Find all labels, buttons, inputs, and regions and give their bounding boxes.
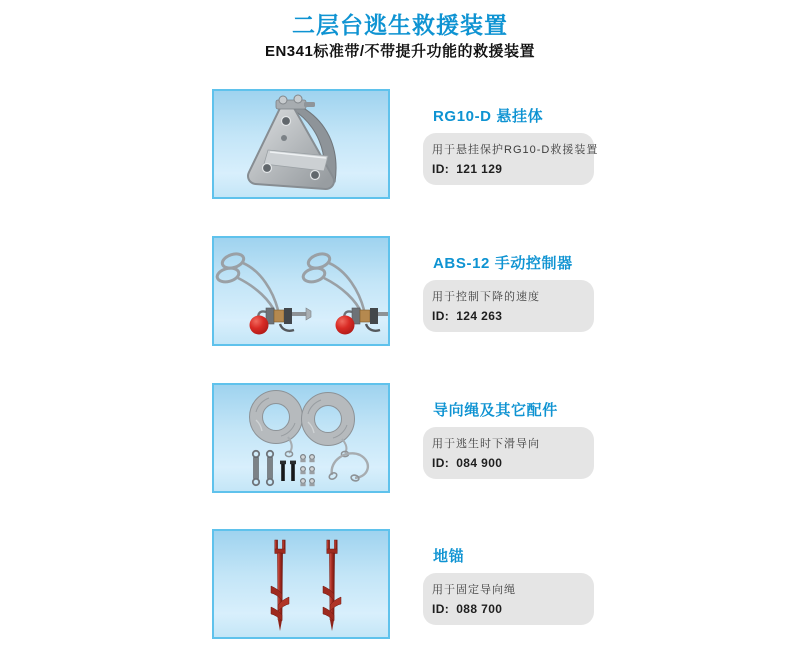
product-image-box	[212, 236, 390, 346]
id-label: ID:	[432, 162, 450, 176]
product-row-ground-anchor	[0, 529, 800, 641]
product-desc-box	[423, 427, 594, 479]
product-desc-box	[423, 280, 594, 332]
product-info	[423, 549, 603, 625]
product-image-box	[212, 89, 390, 199]
rg10d-suspension-bracket-illustration	[214, 91, 388, 197]
product-title: 地锚	[433, 548, 465, 565]
ground-anchors-illustration	[214, 531, 388, 637]
id-label: ID:	[432, 456, 450, 470]
product-image-box	[212, 383, 390, 493]
page-title: 二层台逃生救援装置	[292, 12, 508, 38]
id-label: ID:	[432, 602, 450, 616]
product-description: 用于固定导向绳	[432, 584, 516, 596]
product-description: 用于逃生时下滑导向	[432, 438, 540, 450]
product-id	[432, 602, 585, 616]
product-info	[423, 256, 603, 332]
product-description: 用于控制下降的速度	[432, 291, 540, 303]
product-row-guide-rope	[0, 383, 800, 495]
product-row-abs12	[0, 236, 800, 348]
page-subtitle: EN341标准带/不带提升功能的救援装置	[264, 43, 536, 61]
id-value: 124 263	[456, 309, 503, 323]
guide-rope-kit-illustration	[214, 385, 388, 491]
id-label: ID:	[432, 309, 450, 323]
product-description: 用于悬挂保护RG10-D救援装置	[432, 144, 599, 156]
product-id	[432, 162, 585, 176]
product-info	[423, 109, 603, 185]
product-title: RG10-D 悬挂体	[433, 108, 544, 125]
page-header	[0, 0, 800, 61]
id-value: 084 900	[456, 456, 503, 470]
product-title: ABS-12 手动控制器	[433, 255, 573, 272]
abs12-descent-controllers-illustration	[214, 238, 388, 344]
product-desc-box	[423, 573, 594, 625]
product-row-rg10d	[0, 89, 800, 201]
product-image-box	[212, 529, 390, 639]
product-desc-box	[423, 133, 599, 185]
id-value: 088 700	[456, 602, 503, 616]
product-id	[432, 456, 585, 470]
product-id	[432, 309, 585, 323]
id-value: 121 129	[456, 162, 503, 176]
product-title: 导向绳及其它配件	[433, 402, 558, 419]
product-info	[423, 403, 603, 479]
